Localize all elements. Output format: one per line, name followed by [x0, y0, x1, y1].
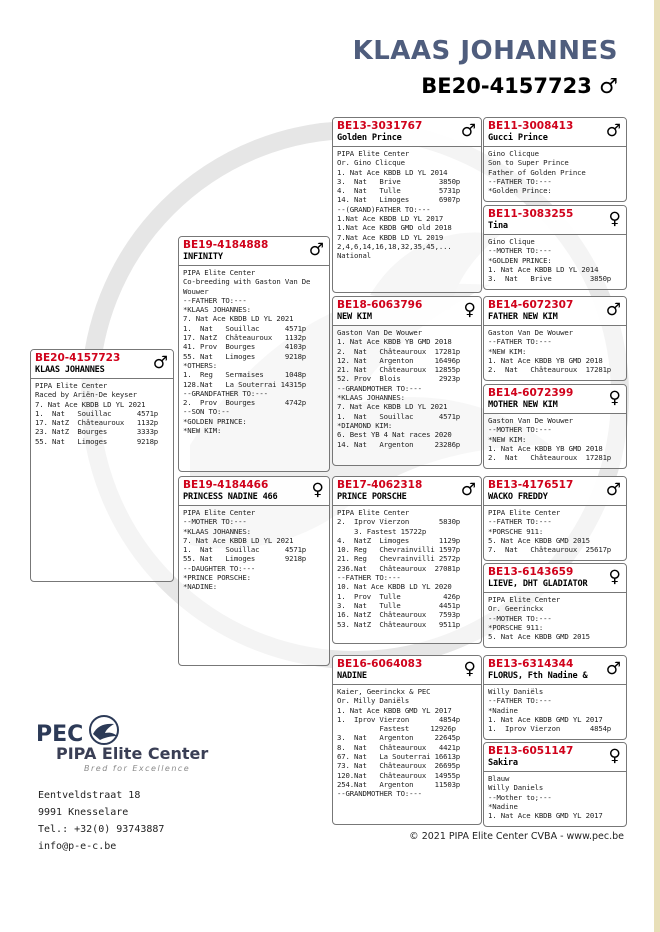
card-header: [179, 477, 329, 506]
card-detail-line: 1. Nat Souillac 4571p: [35, 408, 159, 418]
card-detail-line: --Mother to;---: [488, 792, 552, 802]
card-pigeon-name: INFINITY: [183, 252, 223, 262]
card-pigeon-name: NEW KIM: [337, 312, 372, 322]
logo-brand-text: PIPA Elite Center: [56, 744, 209, 763]
address-street: Eentveldstraat 18: [38, 790, 141, 801]
card-detail-line: Co-breeding with Gaston Van De: [183, 277, 311, 287]
card-ring-number: BE14-6072307: [488, 299, 574, 311]
copyright-text: © 2021 PIPA Elite Center CVBA - www.pec.be: [409, 831, 624, 842]
card-detail-line: 1. Nat Ace KBDB GMD YL 2017: [337, 705, 452, 715]
card-detail-line: 55. Nat Limoges 9218p: [183, 351, 307, 361]
card-details: [31, 379, 173, 446]
pigeon-card: [332, 117, 482, 293]
card-detail-line: 1. Prov Tulle 426p: [337, 591, 461, 601]
pigeon-card: [332, 655, 482, 825]
card-detail-line: 1. Nat Ace KBDB LD YL 2014: [488, 264, 599, 274]
card-detail-line: 2. Nat Châteauroux 17281p: [488, 453, 612, 463]
card-ring-number: BE13-3031767: [337, 120, 423, 132]
card-detail-line: --MOTHER TO:---: [488, 425, 552, 435]
card-detail-line: 2. Iprov Vierzon 5830p: [337, 517, 461, 527]
card-detail-line: 5. Nat Ace KBDB GMD 2015: [488, 632, 590, 642]
card-ring-number: BE20-4157723: [35, 352, 121, 364]
card-detail-line: 1. Reg Sermaises 1048p: [183, 370, 307, 380]
card-header: [484, 118, 626, 147]
card-detail-line: 17. NatZ Châteauroux 1132p: [35, 418, 159, 428]
card-detail-line: Son to Super Prince: [488, 158, 569, 168]
female-symbol-icon: ♀: [608, 567, 621, 587]
card-detail-line: 7. Nat Ace KBDB LD YL 2021: [337, 402, 448, 412]
pigeon-card: [483, 117, 627, 202]
card-pigeon-name: PRINCE PORSCHE: [337, 492, 407, 502]
card-details: [333, 326, 481, 449]
card-detail-line: --FATHER TO:---: [488, 696, 552, 706]
card-detail-line: Or. Geerinckx: [488, 604, 544, 614]
card-detail-line: 7. Nat Ace KBDB LD YL 2021: [35, 399, 146, 409]
card-detail-line: PIPA Elite Center: [488, 595, 561, 604]
card-detail-line: *NEW KIM:: [183, 426, 222, 436]
card-detail-line: Or. Gino Clicque: [337, 158, 405, 168]
card-detail-line: 17. NatZ Châteauroux 1132p: [183, 333, 307, 343]
card-details: [484, 772, 626, 820]
card-detail-line: PIPA Elite Center: [337, 508, 410, 517]
card-detail-line: 1. Nat Souillac 4571p: [337, 411, 461, 421]
card-pigeon-name: WACKO FREDDY: [488, 492, 548, 502]
card-details: [484, 147, 626, 195]
page-edge: [654, 0, 660, 932]
card-pigeon-name: Sakira: [488, 758, 518, 768]
card-detail-line: 3. Nat Brive 3850p: [488, 274, 612, 284]
pigeon-logo-icon: [84, 714, 124, 746]
logo-tagline: Bred for Excellence: [84, 764, 191, 773]
card-detail-line: 67. Nat La Souterrai 16613p: [337, 752, 461, 762]
pigeon-card: [483, 563, 627, 648]
logo-pec-text: PEC: [36, 722, 84, 747]
card-pigeon-name: Gucci Prince: [488, 133, 548, 143]
card-detail-line: *DIAMOND KIM:: [337, 420, 393, 430]
pedigree-ring-number: BE20-4157723 ♂: [421, 74, 618, 98]
pigeon-card: [483, 655, 627, 740]
card-header: [484, 297, 626, 326]
card-header: [31, 350, 173, 379]
card-detail-line: 16. NatZ Châteauroux 7593p: [337, 610, 461, 620]
card-detail-line: Gaston Van De Wouwer: [488, 328, 573, 337]
card-header: [484, 743, 626, 772]
card-detail-line: 52. Prov Blois 2923p: [337, 374, 461, 384]
card-detail-line: *OTHERS:: [183, 360, 217, 370]
card-detail-line: 4. NatZ Limoges 1129p: [337, 535, 461, 545]
card-ring-number: BE17-4062318: [337, 479, 423, 491]
card-detail-line: --DAUGHTER TO:---: [183, 563, 256, 573]
card-detail-line: *NEW KIM:: [488, 434, 527, 444]
card-details: [333, 147, 481, 261]
address-email: info@p-e-c.be: [38, 841, 117, 852]
card-detail-line: --FATHER TO:---: [488, 337, 552, 347]
card-detail-line: *PORSCHE 911:: [488, 526, 544, 536]
card-detail-line: 1. Nat Ace KBDB LD YL 2014: [337, 167, 448, 177]
card-detail-line: 23. NatZ Bourges 3333p: [35, 427, 159, 437]
card-detail-line: 53. NatZ Châteauroux 9511p: [337, 619, 461, 629]
pec-logo: [34, 714, 209, 784]
card-details: [484, 235, 626, 283]
card-detail-line: --GRANDMOTHER TO:---: [337, 383, 422, 393]
card-detail-line: --FATHER TO:---: [337, 573, 401, 583]
card-pigeon-name: MOTHER NEW KIM: [488, 400, 558, 410]
card-detail-line: 1. Nat Souillac 4571p: [183, 545, 307, 555]
card-detail-line: 55. Nat Limoges 9218p: [183, 554, 307, 564]
card-ring-number: BE13-6314344: [488, 658, 574, 670]
card-detail-line: --FATHER TO:---: [488, 176, 552, 186]
card-header: [484, 656, 626, 685]
card-header: [484, 564, 626, 593]
pigeon-card: [483, 476, 627, 561]
card-detail-line: PIPA Elite Center: [183, 508, 256, 517]
pedigree-title: KLAAS JOHANNES: [352, 36, 618, 66]
pigeon-card: [483, 205, 627, 290]
card-detail-line: 3. Fastest 15722p: [337, 526, 427, 536]
card-ring-number: BE16-6064083: [337, 658, 423, 670]
card-detail-line: --MOTHER TO:---: [488, 613, 552, 623]
card-detail-line: 120.Nat Châteauroux 14955p: [337, 770, 461, 780]
card-detail-line: 1. Iprov Vierzon 4854p: [488, 724, 612, 734]
card-ring-number: BE13-6143659: [488, 566, 574, 578]
card-ring-number: BE11-3083255: [488, 208, 574, 220]
pigeon-card: [178, 476, 330, 666]
card-header: [484, 206, 626, 235]
card-ring-number: BE14-6072399: [488, 387, 574, 399]
card-pigeon-name: NADINE: [337, 671, 367, 681]
card-detail-line: 1. Nat Souillac 4571p: [183, 323, 307, 333]
card-detail-line: --MOTHER TO:---: [183, 517, 247, 527]
card-detail-line: PIPA Elite Center: [488, 508, 561, 517]
card-detail-line: *KLAAS JOHANNES:: [337, 393, 405, 403]
card-details: [484, 506, 626, 554]
card-detail-line: Gaston Van De Wouwer: [488, 416, 573, 425]
male-symbol-icon: ♂: [308, 240, 324, 260]
card-detail-line: National: [337, 251, 371, 261]
female-symbol-icon: ♀: [463, 659, 476, 679]
female-symbol-icon: ♀: [608, 746, 621, 766]
card-detail-line: 7. Nat Châteauroux 25617p: [488, 545, 612, 555]
card-detail-line: 1. Nat Ace KBDB YB GMD 2018: [337, 337, 452, 347]
pigeon-card: [332, 296, 482, 466]
female-symbol-icon: ♀: [608, 388, 621, 408]
card-ring-number: BE18-6063796: [337, 299, 423, 311]
card-detail-line: 1. Nat Ace KBDB GMD YL 2017: [488, 714, 603, 724]
card-ring-number: BE19-4184888: [183, 239, 269, 251]
card-detail-line: 73. Nat Châteauroux 26695p: [337, 761, 461, 771]
card-detail-line: --FATHER TO:---: [488, 517, 552, 527]
card-details: [333, 506, 481, 629]
card-pigeon-name: Tina: [488, 221, 508, 231]
card-detail-line: --SON TO:--: [183, 407, 230, 417]
card-detail-line: *KLAAS JOHANNES:: [183, 526, 251, 536]
card-detail-line: 2. Nat Châteauroux 17281p: [488, 365, 612, 375]
card-details: [333, 685, 481, 799]
female-symbol-icon: ♀: [608, 209, 621, 229]
card-detail-line: Gino Clicque: [488, 149, 539, 158]
card-detail-line: 12. Nat Argenton 16496p: [337, 355, 461, 365]
female-symbol-icon: ♀: [311, 480, 324, 500]
card-detail-line: 10. Reg Chevrainvilli 1597p: [337, 545, 461, 555]
card-header: [333, 118, 481, 147]
card-pigeon-name: FATHER NEW KIM: [488, 312, 558, 322]
card-detail-line: 2. Nat Châteauroux 17281p: [337, 346, 461, 356]
male-symbol-icon: ♂: [605, 300, 621, 320]
card-detail-line: 254.Nat Argenton 11503p: [337, 779, 461, 789]
card-detail-line: 128.Nat La Souterrai 14315p: [183, 379, 307, 389]
pigeon-card: [483, 742, 627, 827]
card-detail-line: --GRANDMOTHER TO:---: [337, 789, 422, 799]
card-detail-line: Gaston Van De Wouwer: [337, 328, 422, 337]
card-detail-line: Fastest 12926p: [337, 724, 456, 734]
card-detail-line: 5. Nat Ace KBDB GMD 2015: [488, 535, 590, 545]
card-detail-line: --(GRAND)FATHER TO:---: [337, 204, 431, 214]
card-detail-line: 8. Nat Châteauroux 4421p: [337, 742, 461, 752]
card-detail-line: 7. Nat Ace KBDB LD YL 2021: [183, 314, 294, 324]
card-detail-line: --FATHER TO:---: [183, 295, 247, 305]
card-detail-line: Wouwer: [183, 286, 209, 296]
card-details: [179, 266, 329, 435]
pigeon-card: [178, 236, 330, 472]
card-details: [179, 506, 329, 592]
card-detail-line: Kaier, Geerinckx & PEC: [337, 687, 431, 696]
card-pigeon-name: FLORUS, Fth Nadine &: [488, 671, 588, 681]
female-symbol-icon: ♀: [463, 300, 476, 320]
male-symbol-icon: ♂: [152, 353, 168, 373]
card-detail-line: *Golden Prince:: [488, 186, 552, 196]
card-detail-line: Willy Daniëls: [488, 687, 544, 696]
card-details: [484, 685, 626, 733]
card-detail-line: *Nadine: [488, 801, 518, 811]
card-detail-line: 1.Nat Ace KBDB GMD old 2018: [337, 223, 452, 233]
card-detail-line: 21. Reg Chevrainvilli 2572p: [337, 554, 461, 564]
card-detail-line: Blauw: [488, 774, 510, 783]
male-symbol-icon: ♂: [460, 480, 476, 500]
card-pigeon-name: Golden Prince: [337, 133, 402, 143]
card-detail-line: 3. Nat Tulle 4451p: [337, 600, 461, 610]
card-ring-number: BE13-4176517: [488, 479, 574, 491]
card-ring-number: BE19-4184466: [183, 479, 269, 491]
card-detail-line: *PORSCHE 911:: [488, 622, 544, 632]
address-phone: Tel.: +32(0) 93743887: [38, 824, 165, 835]
card-detail-line: 2. Prov Bourges 4742p: [183, 398, 307, 408]
card-detail-line: 21. Nat Châteauroux 12855p: [337, 365, 461, 375]
card-details: [484, 326, 626, 374]
address-city: 9991 Knesselare: [38, 807, 129, 818]
card-detail-line: 10. Nat Ace KBDB LD YL 2020: [337, 582, 452, 592]
card-detail-line: *GOLDEN PRINCE:: [183, 416, 247, 426]
card-header: [484, 477, 626, 506]
card-detail-line: PIPA Elite Center: [337, 149, 410, 158]
card-detail-line: 2,4,6,14,16,18,32,35,45,...: [337, 241, 452, 251]
card-detail-line: 14. Nat Argenton 23286p: [337, 439, 461, 449]
male-symbol-icon: ♂: [605, 480, 621, 500]
pigeon-card: [483, 296, 627, 381]
card-detail-line: *KLAAS JOHANNES:: [183, 305, 251, 315]
card-detail-line: Gino Clique: [488, 237, 535, 246]
card-detail-line: *GOLDEN PRINCE:: [488, 255, 552, 265]
card-detail-line: *NEW KIM:: [488, 346, 527, 356]
male-symbol-icon: ♂: [605, 121, 621, 141]
pigeon-card: [483, 384, 627, 469]
card-details: [484, 414, 626, 462]
card-detail-line: 41. Prov Bourges 4103p: [183, 342, 307, 352]
card-header: [333, 297, 481, 326]
card-detail-line: Raced by Ariën-De keyser: [35, 390, 137, 400]
card-detail-line: 1. Nat Ace KBDB YB GMD 2018: [488, 443, 603, 453]
card-detail-line: 6. Best YB 4 Nat races 2020: [337, 430, 452, 440]
male-symbol-icon: ♂: [460, 121, 476, 141]
card-header: [179, 237, 329, 266]
male-symbol-icon: ♂: [605, 659, 621, 679]
card-detail-line: *NADINE:: [183, 582, 217, 592]
card-detail-line: --MOTHER TO:---: [488, 246, 552, 256]
card-detail-line: PIPA Elite Center: [35, 381, 108, 390]
pigeon-card: [30, 349, 174, 582]
card-detail-line: Or. Milly Daniëls: [337, 696, 410, 706]
card-detail-line: 3. Nat Brive 3850p: [337, 176, 461, 186]
card-ring-number: BE13-6051147: [488, 745, 574, 757]
card-detail-line: --GRANDFATHER TO:---: [183, 388, 268, 398]
card-header: [484, 385, 626, 414]
card-detail-line: 1. Iprov Vierzon 4854p: [337, 714, 461, 724]
card-detail-line: 55. Nat Limoges 9218p: [35, 436, 159, 446]
card-pigeon-name: LIEVE, DHT GLADIATOR: [488, 579, 588, 589]
card-detail-line: 14. Nat Limoges 6907p: [337, 195, 461, 205]
card-detail-line: 3. Nat Argenton 22645p: [337, 733, 461, 743]
card-header: [333, 477, 481, 506]
card-detail-line: 1. Nat Ace KBDB GMD YL 2017: [488, 811, 603, 821]
card-header: [333, 656, 481, 685]
card-detail-line: *PRINCE PORSCHE:: [183, 573, 251, 583]
card-detail-line: Willy Daniels: [488, 783, 544, 793]
card-detail-line: Father of Golden Prince: [488, 167, 586, 177]
card-detail-line: *Nadine: [488, 705, 518, 715]
card-detail-line: PIPA Elite Center: [183, 268, 256, 277]
card-pigeon-name: PRINCESS NADINE 466: [183, 492, 278, 502]
card-details: [484, 593, 626, 641]
card-detail-line: 1.Nat Ace KBDB LD YL 2017: [337, 214, 444, 224]
card-pigeon-name: KLAAS JOHANNES: [35, 365, 105, 375]
card-detail-line: 1. Nat Ace KBDB YB GMD 2018: [488, 355, 603, 365]
card-ring-number: BE11-3008413: [488, 120, 574, 132]
card-detail-line: 7. Nat Ace KBDB LD YL 2021: [183, 535, 294, 545]
address-block: [38, 787, 164, 855]
card-detail-line: 7.Nat Ace KBDB LD YL 2019: [337, 232, 444, 242]
card-detail-line: 236.Nat Châteauroux 27081p: [337, 563, 461, 573]
pigeon-card: [332, 476, 482, 644]
card-detail-line: 4. Nat Tulle 5731p: [337, 186, 461, 196]
